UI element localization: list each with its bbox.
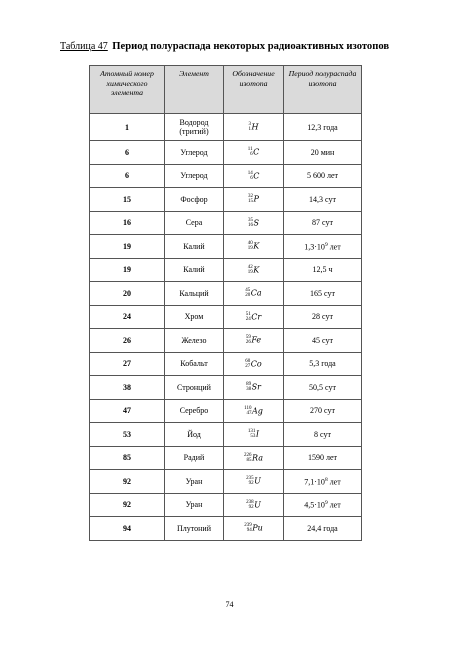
cell-isotope [224, 305, 284, 329]
mass-number: 14 [247, 170, 253, 176]
mass-number: 89 [246, 382, 252, 388]
half-life-value: 12,3 года [307, 122, 338, 132]
half-life-unit: лет [327, 242, 341, 252]
cell-atomic-number: 6 [90, 164, 165, 188]
cell-half-life [284, 376, 362, 400]
cell-half-life [284, 399, 362, 423]
table-row [90, 258, 362, 282]
cell-atomic-number: 85 [90, 446, 165, 470]
cell-element: Углерод [165, 141, 224, 165]
cell-isotope [224, 376, 284, 400]
cell-element: Кальций [165, 282, 224, 306]
mass-number: 59 [245, 335, 251, 341]
nuclide-numbers [246, 382, 251, 392]
nuclide-notation [248, 194, 259, 204]
nuclide-notation [244, 406, 263, 416]
cell-element: Радий [165, 446, 224, 470]
table-row [90, 446, 362, 470]
half-life-exponent: 8 [324, 476, 328, 483]
nuclide-notation [248, 265, 259, 275]
nuclide-numbers [248, 171, 253, 181]
half-life-value: 14,3 сут [309, 194, 336, 204]
cell-isotope [224, 114, 284, 141]
charge-number: 38 [246, 387, 252, 393]
cell-atomic-number: 38 [90, 376, 165, 400]
cell-half-life [284, 211, 362, 235]
nuclide-numbers [244, 523, 252, 533]
mass-number: 238 [246, 499, 254, 505]
charge-number: 24 [245, 316, 251, 322]
mass-number: 3 [248, 122, 251, 128]
cell-element: Калий [165, 258, 224, 282]
charge-number: 53 [250, 434, 256, 440]
half-life-unit: лет [327, 501, 341, 511]
cell-isotope [224, 164, 284, 188]
element-symbol: H [251, 122, 259, 132]
mass-number: 226 [244, 452, 252, 458]
nuclide-notation [245, 288, 261, 298]
half-life-value: 7,1·10 [304, 477, 325, 487]
nuclide-notation [246, 476, 261, 486]
half-life-value: 45 сут [312, 335, 333, 345]
cell-atomic-number: 26 [90, 329, 165, 353]
nuclide-numbers [248, 241, 253, 251]
cell-atomic-number: 53 [90, 423, 165, 447]
element-symbol: K [253, 265, 260, 275]
cell-isotope [224, 493, 284, 517]
cell-atomic-number: 20 [90, 282, 165, 306]
cell-half-life [284, 470, 362, 494]
charge-number: 27 [245, 363, 251, 369]
half-life-value: 1,3·10 [304, 242, 325, 252]
cell-element: Фосфор [165, 188, 224, 212]
element-symbol: S [253, 218, 259, 228]
cell-isotope [224, 188, 284, 212]
cell-element: Уран [165, 470, 224, 494]
table-row [90, 282, 362, 306]
cell-atomic-number: 47 [90, 399, 165, 423]
half-life-unit: лет [327, 477, 341, 487]
half-life-value: 5 600 лет [306, 171, 339, 181]
table-row [90, 188, 362, 212]
cell-atomic-number: 15 [90, 188, 165, 212]
mass-number: 110 [244, 405, 252, 411]
half-life-value: 8 сут [314, 429, 331, 439]
mass-number: 11 [247, 147, 253, 153]
charge-number: 85 [246, 457, 252, 463]
cell-element: Йод [165, 423, 224, 447]
table-row [90, 211, 362, 235]
nuclide-notation [246, 500, 261, 510]
isotope-table [89, 65, 362, 541]
element-symbol: Cr [251, 312, 262, 322]
cell-half-life [284, 141, 362, 165]
nuclide-numbers [248, 429, 256, 439]
nuclide-notation [246, 335, 261, 345]
cell-isotope [224, 258, 284, 282]
nuclide-notation [249, 122, 259, 132]
charge-number: 1 [248, 127, 251, 133]
cell-element: Плутоний [165, 517, 224, 541]
half-life-value: 270 сут [310, 406, 335, 416]
nuclide-numbers [248, 218, 253, 228]
half-life-value: 12,5 ч [312, 265, 333, 275]
table-row [90, 376, 362, 400]
half-life-value: 87 сут [312, 218, 333, 228]
table-row [90, 423, 362, 447]
header-element: Элемент [165, 66, 224, 114]
charge-number: 15 [248, 199, 254, 205]
table-row [90, 352, 362, 376]
cell-element: Сера [165, 211, 224, 235]
element-symbol: Ag [251, 406, 263, 416]
cell-isotope [224, 423, 284, 447]
nuclide-notation [248, 147, 259, 157]
half-life-value: 165 сут [310, 288, 335, 298]
half-life-value: 50,5 сут [309, 382, 336, 392]
cell-half-life [284, 258, 362, 282]
table-title: Период полураспада некоторых радиоактивных изотопов [112, 41, 390, 52]
nuclide-notation [248, 429, 259, 439]
nuclide-notation [246, 312, 261, 322]
cell-element: Калий [165, 235, 224, 259]
cell-isotope [224, 235, 284, 259]
element-symbol: U [254, 476, 261, 486]
table-caption [60, 41, 440, 53]
cell-half-life [284, 305, 362, 329]
cell-atomic-number: 92 [90, 470, 165, 494]
cell-element: Кобальт [165, 352, 224, 376]
half-life-value: 20 мин [310, 147, 335, 157]
nuclide-notation [244, 523, 263, 533]
charge-number: 19 [247, 269, 253, 275]
cell-half-life [284, 329, 362, 353]
charge-number: 92 [248, 481, 254, 487]
cell-isotope [224, 329, 284, 353]
cell-isotope [224, 399, 284, 423]
cell-element: Серебро [165, 399, 224, 423]
nuclide-notation [246, 382, 261, 392]
mass-number: 235 [246, 476, 254, 482]
cell-half-life [284, 423, 362, 447]
mass-number: 32 [248, 194, 254, 200]
mass-number: 60 [245, 358, 251, 364]
element-symbol: Ca [250, 288, 262, 298]
table-row [90, 141, 362, 165]
table-row [90, 493, 362, 517]
cell-half-life [284, 164, 362, 188]
table-row [90, 399, 362, 423]
half-life-value: 28 сут [312, 312, 333, 322]
table-row [90, 517, 362, 541]
charge-number: 19 [247, 246, 253, 252]
table-row [90, 470, 362, 494]
charge-number: 47 [246, 410, 252, 416]
nuclide-numbers [246, 500, 254, 510]
cell-atomic-number: 6 [90, 141, 165, 165]
mass-number: 239 [244, 523, 252, 529]
charge-number: 16 [248, 222, 253, 228]
mass-number: 131 [247, 429, 256, 435]
half-life-value: 4,5·10 [304, 501, 325, 511]
mass-number: 40 [247, 241, 253, 247]
nuclide-numbers [246, 476, 254, 486]
element-symbol: Sr [251, 382, 261, 392]
cell-element: Железо [165, 329, 224, 353]
half-life-exponent: 9 [324, 241, 328, 248]
cell-half-life [284, 446, 362, 470]
cell-half-life [284, 114, 362, 141]
cell-isotope [224, 141, 284, 165]
nuclide-notation [248, 241, 259, 251]
charge-number: 92 [248, 504, 254, 510]
table-row [90, 305, 362, 329]
header-half-life: Период полураспада изотопа [284, 66, 362, 114]
half-life-value: 5,3 года [309, 359, 336, 369]
element-symbol: C [253, 147, 260, 157]
element-symbol: K [253, 241, 260, 251]
table-header-row [90, 66, 362, 114]
cell-atomic-number: 19 [90, 258, 165, 282]
nuclide-numbers [245, 359, 250, 369]
header-isotope-symbol: Обозначение изотопа [224, 66, 284, 114]
cell-atomic-number: 1 [90, 114, 165, 141]
element-symbol: Fe [251, 335, 262, 345]
nuclide-numbers [248, 147, 253, 157]
cell-atomic-number: 16 [90, 211, 165, 235]
nuclide-numbers [244, 406, 251, 416]
mass-number: 51 [245, 311, 251, 317]
nuclide-numbers [244, 453, 252, 463]
page-number: 74 [225, 600, 234, 609]
cell-element: Уран [165, 493, 224, 517]
nuclide-numbers [248, 194, 253, 204]
cell-isotope [224, 517, 284, 541]
element-symbol: Co [250, 359, 262, 369]
cell-element: Хром [165, 305, 224, 329]
cell-half-life [284, 188, 362, 212]
element-symbol: I [255, 429, 260, 439]
element-symbol: Pu [252, 523, 263, 533]
charge-number: 26 [245, 340, 251, 346]
element-symbol: U [254, 500, 261, 510]
charge-number: 94 [246, 528, 252, 534]
cell-half-life [284, 352, 362, 376]
cell-half-life [284, 493, 362, 517]
table-body [90, 114, 362, 541]
nuclide-numbers [245, 288, 250, 298]
charge-number: 20 [245, 293, 251, 299]
cell-isotope [224, 211, 284, 235]
nuclide-numbers [248, 265, 253, 275]
cell-element: Углерод [165, 164, 224, 188]
table-row [90, 164, 362, 188]
cell-element: Водород (тритий) [165, 114, 224, 141]
mass-number: 35 [248, 217, 253, 223]
cell-isotope [224, 470, 284, 494]
cell-atomic-number: 19 [90, 235, 165, 259]
cell-isotope [224, 352, 284, 376]
nuclide-notation [244, 453, 263, 463]
charge-number: 6 [250, 152, 253, 158]
table-row [90, 329, 362, 353]
nuclide-notation [248, 171, 260, 181]
cell-isotope [224, 282, 284, 306]
cell-atomic-number: 94 [90, 517, 165, 541]
nuclide-notation [248, 218, 259, 228]
half-life-value: 24,4 года [307, 523, 338, 533]
cell-element: Стронций [165, 376, 224, 400]
mass-number: 45 [245, 288, 251, 294]
cell-half-life [284, 517, 362, 541]
mass-number: 42 [247, 264, 253, 270]
cell-atomic-number: 27 [90, 352, 165, 376]
half-life-exponent: 9 [324, 500, 328, 507]
cell-half-life [284, 282, 362, 306]
cell-atomic-number: 24 [90, 305, 165, 329]
cell-atomic-number: 92 [90, 493, 165, 517]
charge-number: 6 [250, 175, 253, 181]
element-symbol: C [253, 171, 260, 181]
element-symbol: Ra [252, 453, 263, 463]
table-row [90, 235, 362, 259]
cell-isotope [224, 446, 284, 470]
element-symbol: P [253, 194, 259, 204]
cell-half-life [284, 235, 362, 259]
header-atomic-number: Атомный номер химического элемента [90, 66, 165, 114]
nuclide-notation [245, 359, 261, 369]
half-life-value: 1590 лет [307, 453, 338, 463]
table-label: Таблица 47 [60, 41, 108, 52]
table-row [90, 114, 362, 141]
